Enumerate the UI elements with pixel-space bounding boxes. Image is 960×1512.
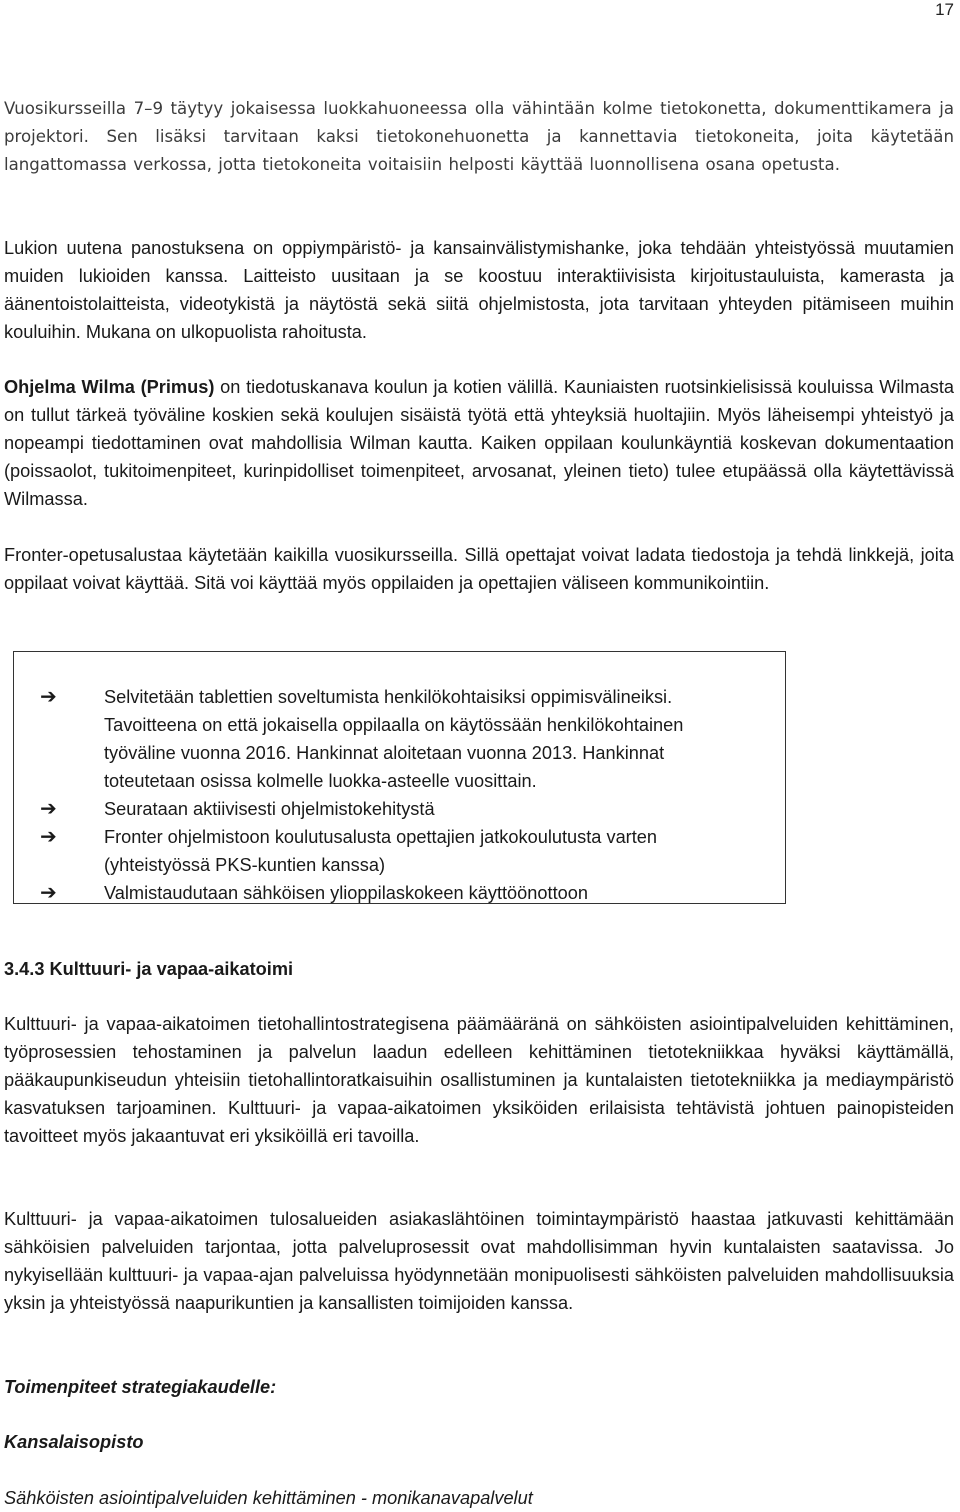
action-item [40, 683, 760, 795]
section-heading: 3.4.3 Kulttuuri- ja vapaa-aikatoimi [4, 959, 294, 979]
paragraph-fronter: Fronter-opetusalustaa käytetään kaikilla vuosikursseilla. Sillä opettajat voivat ladata tiedostoja ja tehdä linkkejä, joita oppilaat voivat käyttää. Sitä voi käyttää myös oppilaiden ja opettajien väliseen kommunikointiin. [4, 545, 954, 593]
action-item [40, 795, 760, 823]
heading-toimenpiteet: Toimenpiteet strategiakaudelle: [4, 1377, 277, 1397]
action-list [40, 683, 760, 907]
action-item [40, 823, 760, 879]
paragraph-culture-goals: Kulttuuri- ja vapaa-aikatoimen tietohallintostrategisena päämääränä on sähköisten asiointipalveluiden kehittäminen, työprosessien tehostaminen ja palvelun laadun edelleen kehittäminen tietotekniikkaa hyväksi käyttämällä, pääkaupunkiseudun yhteisiin tietohallintoratkaisuihin osallistuminen ja kuntalaisten tietotekniikka ja mediaympäristö kasvatuksen tarjoaminen. Kulttuuri- ja vapaa-aikatoimen yksiköiden erilaisista tehtävistä johtuen painopisteiden tavoitteet myös jakaantuvat eri yksiköillä eri tavoilla. [4, 1014, 954, 1146]
paragraph-culture-services: Kulttuuri- ja vapaa-aikatoimen tulosalueiden asiakaslähtöinen toimintaympäristö haastaa jatkuvasti kehittämään sähköisien palveluiden tarjontaa, jotta palveluprosessit ovat mahdollisimman hyvin kuntalaisten saatavissa. Jo nykyisellään kulttuuri- ja vapaa-ajan palveluissa hyödynnetään monipuolisesti sähköisten palveluiden mahdollisuuksia yksin ja yhteistyössä naapurikuntien ja kansallisten toimijoiden kanssa. [4, 1209, 954, 1313]
heading-kansalaisopisto: Kansalaisopisto [4, 1432, 144, 1452]
paragraph-lukio: Lukion uutena panostuksena on oppiympäristö- ja kansainvälistymishanke, joka tehdään yhteistyössä muutamien muiden lukioiden kanssa. Laitteisto uusitaan ja se koostuu interaktiivisista kirjoitustauluista, kamerasta ja äänentoistolaitteista, videotykistä ja näytöstä sekä siitä ohjelmistosta, jota tarvitaan yhteyden pitämiseen muihin kouluihin. Mukana on ulkopuolista rahoitusta. [4, 238, 954, 342]
paragraph-computers: Vuosikursseilla 7–9 täytyy jokaisessa luokkahuoneessa olla vähintään kolme tietokonetta, dokumenttikamera ja projektori. Sen lisäksi tarvitaan kaksi tietokonehuonetta ja kannettavia tietokoneita, joita käytetään langattomassa verkossa, jotta tietokoneita voitaisiin helposti käyttää luonnollisena osana opetusta. [4, 99, 954, 174]
paragraph-wilma [4, 373, 954, 513]
arrow-right-icon: ➔ [40, 826, 57, 848]
arrow-right-icon: ➔ [40, 882, 57, 904]
wilma-bold-lead: Ohjelma Wilma (Primus) [4, 377, 215, 397]
action-item [40, 879, 760, 907]
arrow-right-icon: ➔ [40, 686, 57, 708]
action-item-text: Valmistaudutaan sähköisen ylioppilaskokeen käyttöönottoon [104, 883, 588, 903]
action-item-text: Seurataan aktiivisesti ohjelmistokehitystä [104, 799, 435, 819]
page-number: 17 [935, 0, 954, 19]
wilma-text: on tiedotuskanava koulun ja kotien välillä. Kauniaisten ruotsinkielisissä kouluissa Wilmasta on tullut tärkeä työväline koskien sekä koulujen sisäistä työtä että yhteyksiä huoltajiin. Myös läheisempi yhteistyö ja nopeampi tiedottaminen ovat mahdollisia Wilman kautta. Kaiken oppilaan koulunkäyntiä koskevan dokumentaation (poissaolot, tukitoimenpiteet, kurinpidolliset toimenpiteet, arvosanat, yleinen tieto) tulee etupäässä olla käytettävissä Wilmassa. [4, 377, 955, 509]
arrow-right-icon: ➔ [40, 798, 57, 820]
subheading-asiointipalvelut: Sähköisten asiointipalveluiden kehittäminen - monikanavapalvelut [4, 1488, 533, 1508]
action-item-text: Fronter ohjelmistoon koulutusalusta opettajien jatkokoulutusta varten (yhteistyössä PKS-kuntien kanssa) [104, 827, 658, 875]
action-box [13, 651, 786, 904]
action-item-text: Selvitetään tablettien soveltumista henkilökohtaisiksi oppimisvälineiksi. Tavoitteena on että jokaisella oppilaalla on käytössään henkilökohtainen työväline vuonna 2016. Hankinnat aloitetaan vuonna 2013. Hankinnat toteutetaan osissa kolmelle luokka-asteelle vuosittain. [104, 687, 684, 791]
